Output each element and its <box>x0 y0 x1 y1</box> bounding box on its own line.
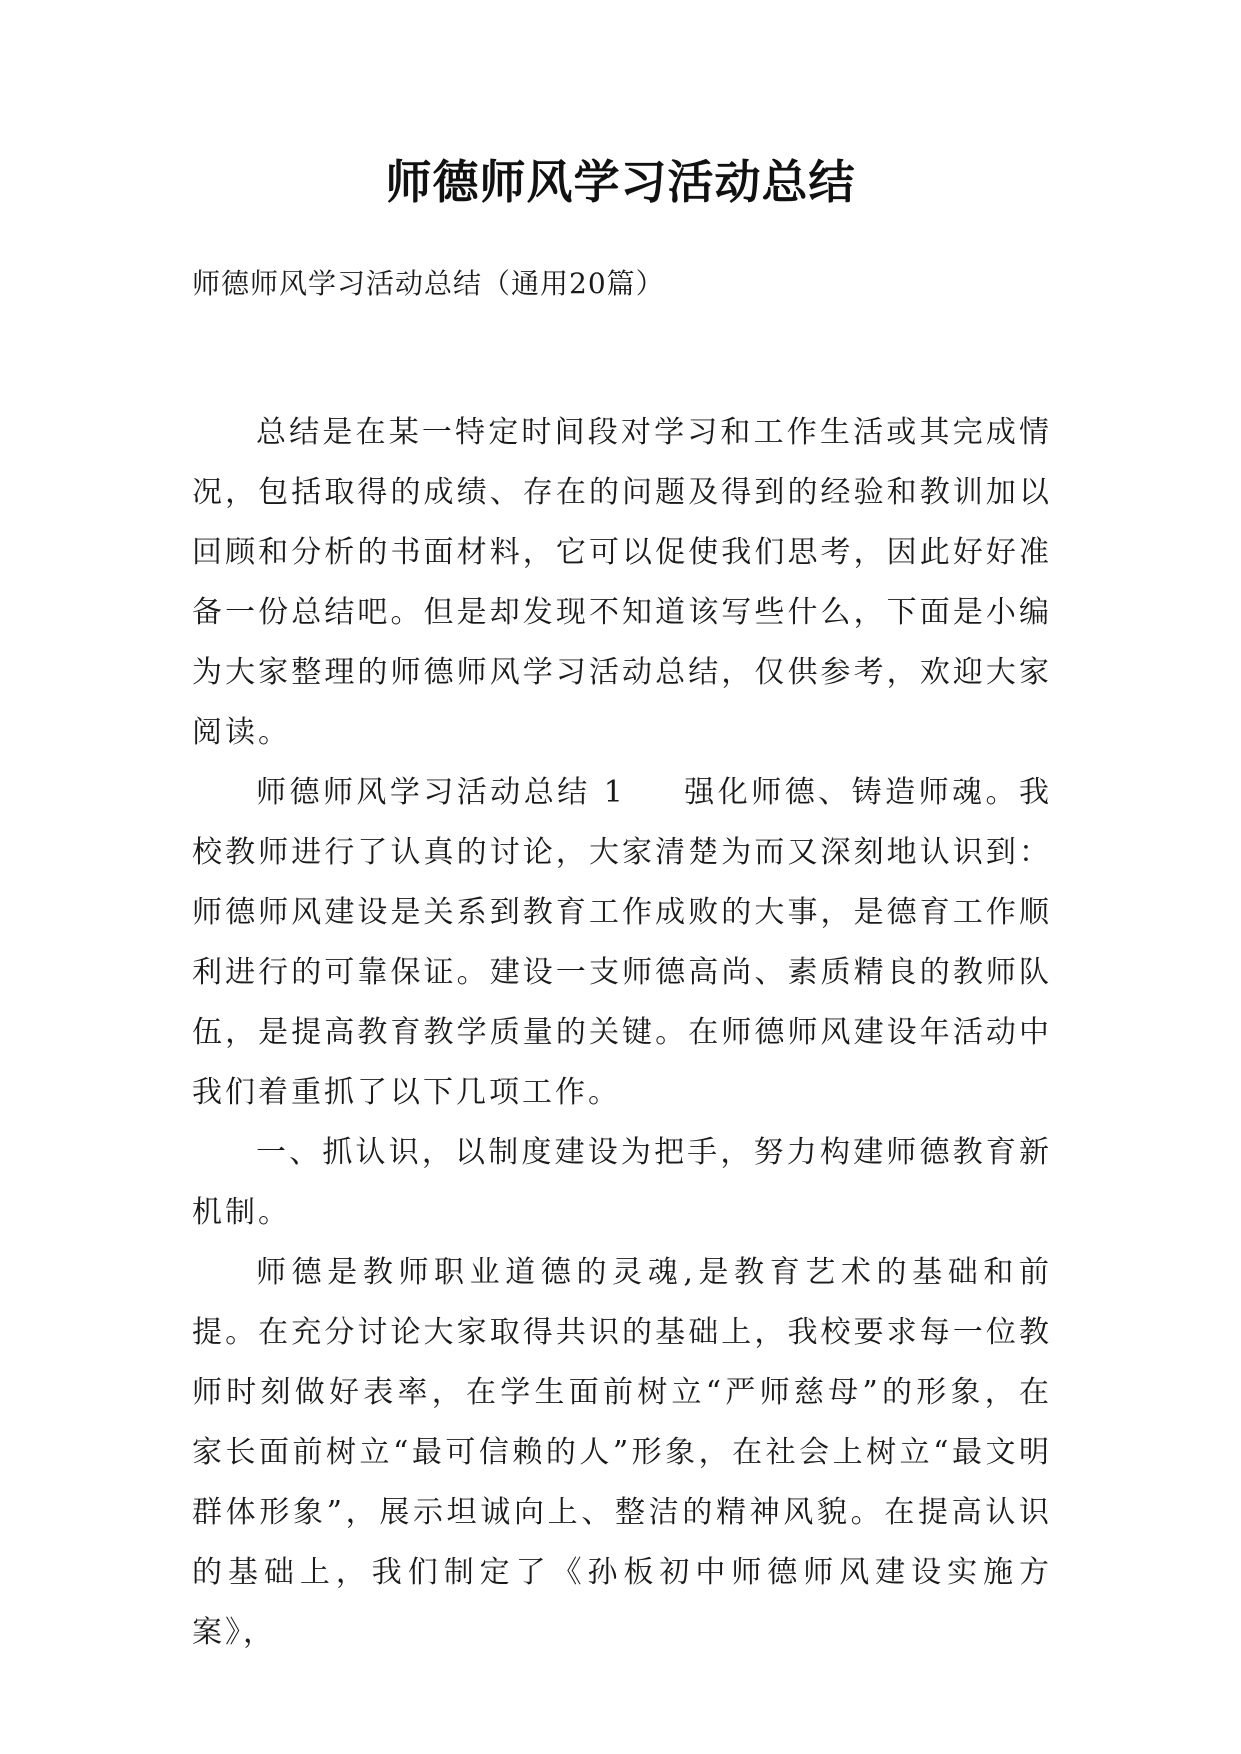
section-1-heading: 师德师风学习活动总结 1 <box>256 775 626 810</box>
page-title: 师德师风学习活动总结 <box>385 155 856 209</box>
document-body <box>192 403 1052 1663</box>
point-1-paragraph: 一、抓认识，以制度建设为把手，努力构建师德教育新机制。 <box>192 1135 1052 1230</box>
section-1-paragraph <box>192 763 1052 1123</box>
section-1-text: 强化师德、铸造师魂。我校教师进行了认真的讨论，大家清楚为而又深刻地认识到：师德师风建设是关系到教育工作成败的大事，是德育工作顺利进行的可靠保证。建设一支师德高尚、素质精良的教师队伍，是提高教育教学质量的关键。在师德师风建设年活动中我们着重抓了以下几项工作。 <box>192 775 1052 1110</box>
intro-paragraph: 总结是在某一特定时间段对学习和工作生活或其完成情况，包括取得的成绩、存在的问题及得到的经验和教训加以回顾和分析的书面材料，它可以促使我们思考，因此好好准备一份总结吧。但是却发现不知道该写些什么，下面是小编为大家整理的师德师风学习活动总结，仅供参考，欢迎大家阅读。 <box>192 415 1052 750</box>
teacher-ethics-paragraph: 师德是教师职业道德的灵魂,是教育艺术的基础和前提。在充分讨论大家取得共识的基础上，我校要求每一位教师时刻做好表率，在学生面前树立“严师慈母”的形象，在家长面前树立“最可信赖的人”形象，在社会上树立“最文明群体形象”，展示坦诚向上、整洁的精神风貌。在提高认识的基础上，我们制定了《孙板初中师德师风建设实施方案》， <box>192 1255 1052 1650</box>
document-subtitle: 师德师风学习活动总结（通用20篇） <box>192 267 665 300</box>
